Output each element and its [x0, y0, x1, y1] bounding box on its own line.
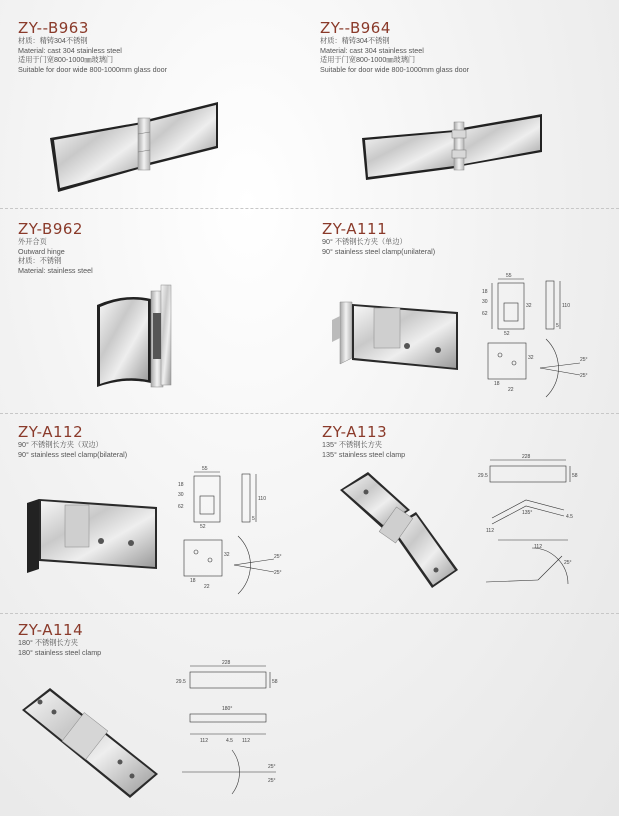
product-b963-image: [50, 100, 220, 195]
dim-l: 29.5: [478, 473, 488, 479]
dim-ang1: 25°: [580, 357, 588, 363]
product-a112-image: [25, 495, 161, 577]
product-a113-image: [338, 470, 466, 596]
a111-tech-drawing: [480, 273, 590, 401]
dim-l: 29.5: [176, 679, 186, 685]
product-code: ZY-A113: [322, 423, 388, 441]
product-a112-info: [18, 424, 127, 459]
dim-b4: 22: [508, 387, 514, 393]
dim-ang: 135°: [522, 510, 533, 516]
dim-b3: 18: [494, 381, 500, 387]
product-line: 适用于门宽800-1000㎜玻璃门: [320, 55, 416, 64]
product-code: ZY-A111: [322, 220, 388, 238]
a113-tech-drawing: [478, 452, 598, 600]
dim-b1: 52: [504, 331, 510, 337]
product-b964-info: [320, 20, 469, 74]
dim-l3: 62: [178, 504, 184, 510]
product-line: 180° 不锈钢长方夹: [18, 638, 78, 647]
dim-height: 58: [272, 679, 278, 685]
product-code: ZY-A114: [18, 621, 84, 639]
product-line: 180° stainless steel clamp: [18, 647, 102, 657]
product-a113-info: [322, 424, 405, 459]
dim-height: 58: [572, 473, 578, 479]
dim-t: 5: [252, 516, 255, 522]
product-line: Outward hinge: [18, 246, 65, 256]
dim-b3: 18: [190, 578, 196, 584]
dim-b1: 52: [200, 524, 206, 530]
dim-width: 55: [202, 466, 208, 472]
product-line: Suitable for door wide 800-1000mm glass door: [18, 64, 168, 74]
product-code: ZY--B963: [18, 19, 89, 37]
dim-l2: 30: [178, 492, 184, 498]
product-line: 材质：精铸304不锈钢: [320, 36, 390, 45]
dim-height: 110: [562, 303, 570, 309]
product-line: 90° stainless steel clamp(bilateral): [18, 449, 128, 459]
product-line: Suitable for door wide 800-1000mm glass door: [320, 64, 470, 74]
dim-l2: 30: [482, 299, 488, 305]
product-line: 90° 不锈钢长方夹（单边）: [322, 237, 407, 246]
dim-l4: 32: [526, 303, 532, 309]
dim-ang2: 25°: [580, 373, 588, 379]
product-line: 90° 不锈钢长方夹（双边）: [18, 440, 103, 449]
dim-b2: 32: [528, 355, 534, 361]
dim-b4: 22: [204, 584, 210, 590]
product-a111-info: [322, 221, 435, 256]
divider-3: [0, 613, 619, 614]
dim-b: 112: [242, 738, 250, 744]
product-code: ZY-A112: [18, 423, 84, 441]
product-a114-info: [18, 622, 101, 657]
divider-2: [0, 413, 619, 414]
dim-a: 112: [486, 528, 494, 534]
product-a114-image: [20, 682, 160, 802]
product-line: 材质：不锈钢: [18, 256, 62, 265]
product-line: 135° stainless steel clamp: [322, 449, 406, 459]
dim-ang2: 25°: [274, 570, 282, 576]
dim-l3: 62: [482, 311, 488, 317]
product-line: 90° stainless steel clamp(unilateral): [322, 246, 436, 256]
dim-t: 5: [556, 323, 559, 329]
dim-l1: 18: [178, 482, 184, 488]
product-line: 135° 不锈钢长方夹: [322, 440, 382, 449]
dim-ang1: 25°: [274, 554, 282, 560]
a112-tech-drawing: [176, 466, 286, 596]
product-line: Material: cast 304 stainless steel: [320, 45, 424, 55]
product-code: ZY-B962: [18, 220, 83, 238]
dim-g: 4.5: [566, 514, 573, 520]
dim-ang2: 25°: [268, 778, 276, 784]
product-b962-image: [95, 283, 175, 393]
dim-a: 112: [200, 738, 208, 744]
dim-l1: 18: [482, 289, 488, 295]
dim-width: 55: [506, 273, 512, 279]
product-line: Material: cast 304 stainless steel: [18, 45, 122, 55]
divider-1: [0, 208, 619, 209]
product-b963-info: [18, 20, 167, 74]
a114-tech-drawing: [176, 658, 291, 798]
product-b964-image: [362, 110, 544, 182]
product-line: 外开合页: [18, 237, 47, 246]
product-line: 适用于门宽800-1000㎜玻璃门: [18, 55, 114, 64]
dim-width: 228: [522, 454, 531, 460]
product-b962-info: [18, 221, 93, 275]
product-a111-image: [330, 298, 462, 380]
product-line: Material: stainless steel: [18, 265, 93, 275]
dim-b2: 32: [224, 552, 230, 558]
dim-width: 228: [222, 660, 231, 666]
dim-g: 4.5: [226, 738, 233, 744]
dim-ang: 180°: [222, 706, 233, 712]
dim-ang1: 25°: [268, 764, 276, 770]
dim-height: 110: [258, 496, 266, 502]
product-code: ZY--B964: [320, 19, 391, 37]
dim-ang2: 25°: [564, 560, 572, 566]
product-line: 材质：精铸304不锈钢: [18, 36, 88, 45]
dim-b: 112: [534, 544, 542, 550]
